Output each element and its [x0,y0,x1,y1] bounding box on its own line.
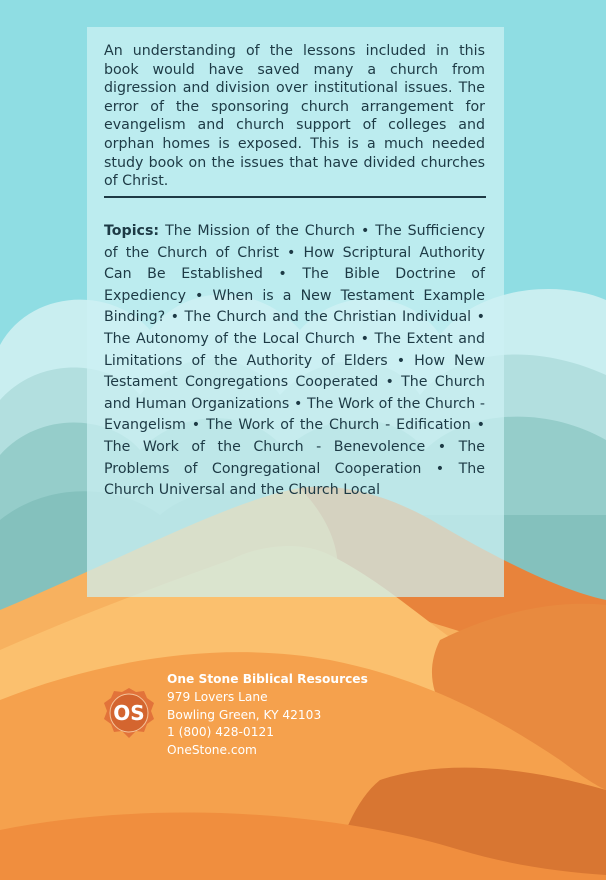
one-stone-logo-icon [103,687,155,739]
topics-label: Topics: [104,223,160,239]
publisher-info [167,671,368,760]
publisher-street: 979 Lovers Lane [167,689,268,704]
book-description: An understanding of the lessons included in this book would have saved many a church from digression and division over institutional issues. The error of the sponsoring church arrangement for evangelism and church support of colleges and orphan homes is exposed. This is a much needed study book on the issues that have divided churches of Christ. [104,43,485,190]
topics-text: The Mission of the Church • The Sufficiency of the Church of Christ • How Scriptural Authority Can Be Established • The Bible Doctrine of Expediency • When is a New Testament Example Binding? • The Church and the Christian Individual • The Autonomy of the Local Church • The Extent and Limitations of the Authority of Elders • How New Testament Congregations Cooperated • The Church and Human Organizations • The Work of the Church - Evangelism • The Work of the Church - Edification • The Work of the Church - Benevolence • The Problems of Congregational Cooperation • The Church Universal and the Church Local [104,223,486,499]
divider [104,196,486,198]
publisher-name: One Stone Biblical Resources [167,672,368,686]
publisher-phone: 1 (800) 428-0121 [167,725,274,740]
logo-letters: OS [113,701,145,725]
publisher-website: OneStone.com [167,743,257,758]
topics-list [104,221,485,502]
publisher-city: Bowling Green, KY 42103 [167,707,322,722]
